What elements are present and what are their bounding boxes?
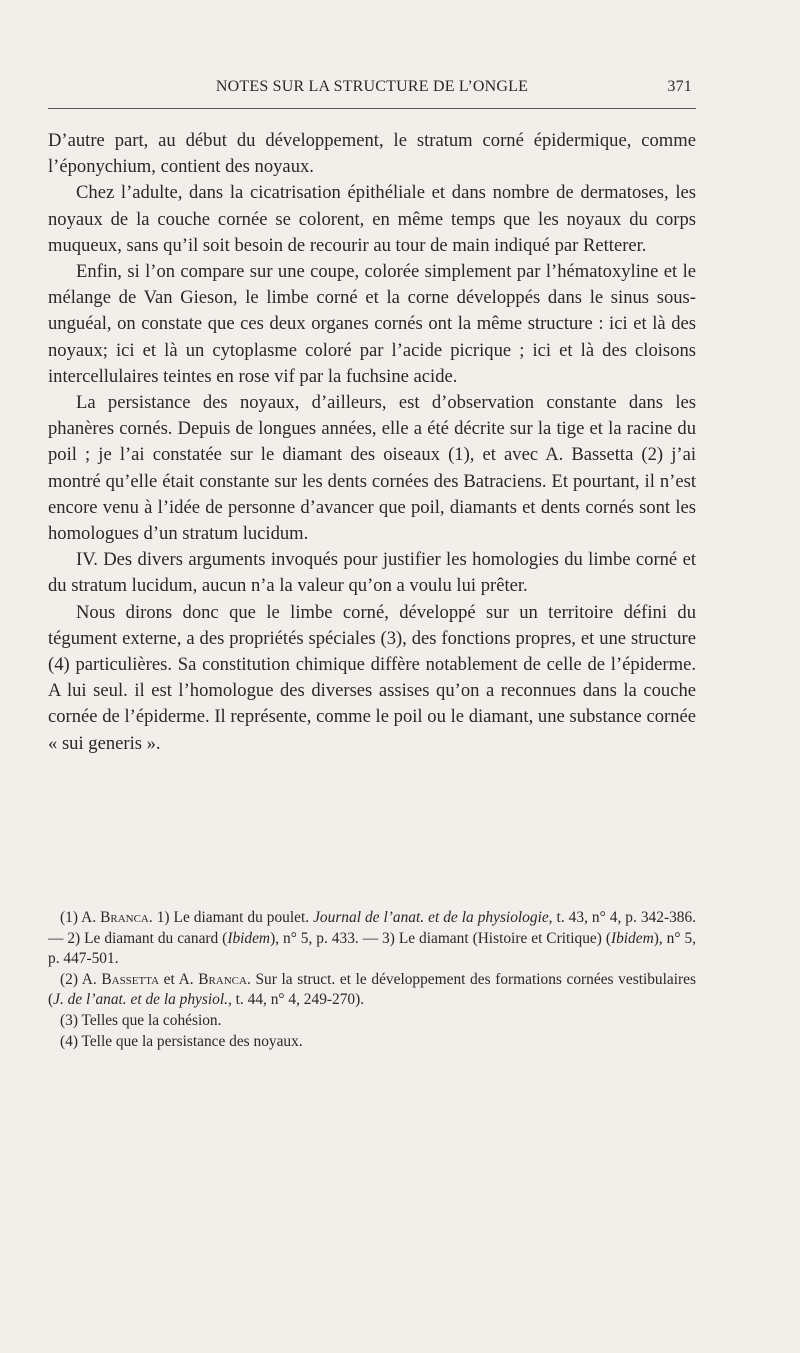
page-number: 371	[667, 78, 692, 95]
paragraph: IV. Des divers arguments invoqués pour justifier les homologies du limbe corné et du stratum lucidum, aucun n’a la valeur qu’on a voulu lui prêter.	[48, 549, 696, 597]
footnote-2	[48, 970, 696, 1011]
footnote-marker: (1)	[60, 909, 78, 926]
author-name: Branca.	[100, 909, 153, 926]
author-initial: A.	[81, 909, 97, 926]
journal-title: Ibidem	[227, 929, 271, 947]
paragraph: Nous dirons donc que le limbe corné, développé sur un territoire défini du tégument externe, a des propriétés spéciales (3), des fonctions propres, et une structure (4) particulières. Sa constitution chimique diffère notablement de celle de l’épiderme. A lui seul. il est l’homologue des diverses assises qu’on a reconnues dans la couche cornée de l’épiderme. Il représente, comme le poil ou le diamant, une substance cornée « sui generis ».	[48, 601, 696, 754]
journal-title: Journal de l’anat. et de la physiologie,	[313, 909, 553, 926]
footnote-3: (3) Telles que la cohésion.	[60, 1011, 222, 1029]
journal-title: Ibidem	[610, 929, 654, 947]
footnote-marker: (2)	[60, 970, 78, 988]
paragraph: Enfin, si l’on compare sur une coupe, colorée simplement par l’hématoxyline et le mélange de Van Gieson, le limbe corné et la corne développés dans le sinus sous-unguéal, on constate que ces deux organes cornés ont la même structure : ici et là des noyaux; ici et là un cytoplasme coloré par l’acide picrique ; ici et là des cloisons intercellulaires teintes en rose vif par la fuchsine acide.	[48, 261, 696, 387]
footnote-4: (4) Telle que la persistance des noyaux.	[60, 1032, 303, 1050]
main-text	[48, 128, 696, 757]
journal-title: J. de l’anat. et de la physiol.,	[53, 991, 232, 1009]
conjunction: et	[163, 970, 175, 988]
header-rule	[48, 108, 696, 109]
paragraph: La persistance des noyaux, d’ailleurs, est d’observation constante dans les phanères cornés. Depuis de longues années, elle a été décrite sur la tige et la racine du poil ; je l’ai constatée sur le diamant des oiseaux (1), et avec A. Bassetta (2) j’ai montré qu’elle était constante sur les dents cornées des Batraciens. Et pourtant, il n’est encore venu à l’idée de personne d’avancer que poil, diamants et dents cornés sont les homologues d’un stratum lucidum.	[48, 392, 696, 545]
footnote-text: 1) Le diamant du poulet.	[156, 909, 310, 926]
footnote-text: ), n° 5, p. 433. — 3) Le diamant (Histoire et Critique) (	[270, 929, 611, 947]
author-initial: A.	[178, 970, 194, 988]
running-header	[48, 78, 696, 102]
footnote-1	[48, 908, 696, 970]
author-initial: A.	[81, 970, 97, 988]
footnote-text: t. 44, n° 4, 249-270).	[231, 991, 365, 1009]
paragraph: D’autre part, au début du développement, le stratum corné épidermique, comme l’éponychium, contient des noyaux.	[48, 130, 696, 178]
author-name: Branca.	[198, 970, 251, 988]
paragraph: Chez l’adulte, dans la cicatrisation épithéliale et dans nombre de dermatoses, les noyaux de la couche cornée se colorent, en même temps que les noyaux du corps muqueux, sans qu’il soit besoin de recourir au tour de main indiqué par Retterer.	[48, 182, 696, 256]
running-title: NOTES SUR LA STRUCTURE DE L’ONGLE	[215, 78, 529, 95]
author-name: Bassetta	[101, 970, 160, 988]
footnote-text: t. 43, n° 4, p. 342-386. — 2) Le diamant du canard (	[48, 909, 696, 947]
footnote-text: ), n° 5, p. 447-501.	[48, 929, 696, 968]
footnotes	[48, 908, 696, 1052]
footnote-text: Sur la struct. et le développement des formations cornées vestibulaires (	[48, 970, 696, 1009]
